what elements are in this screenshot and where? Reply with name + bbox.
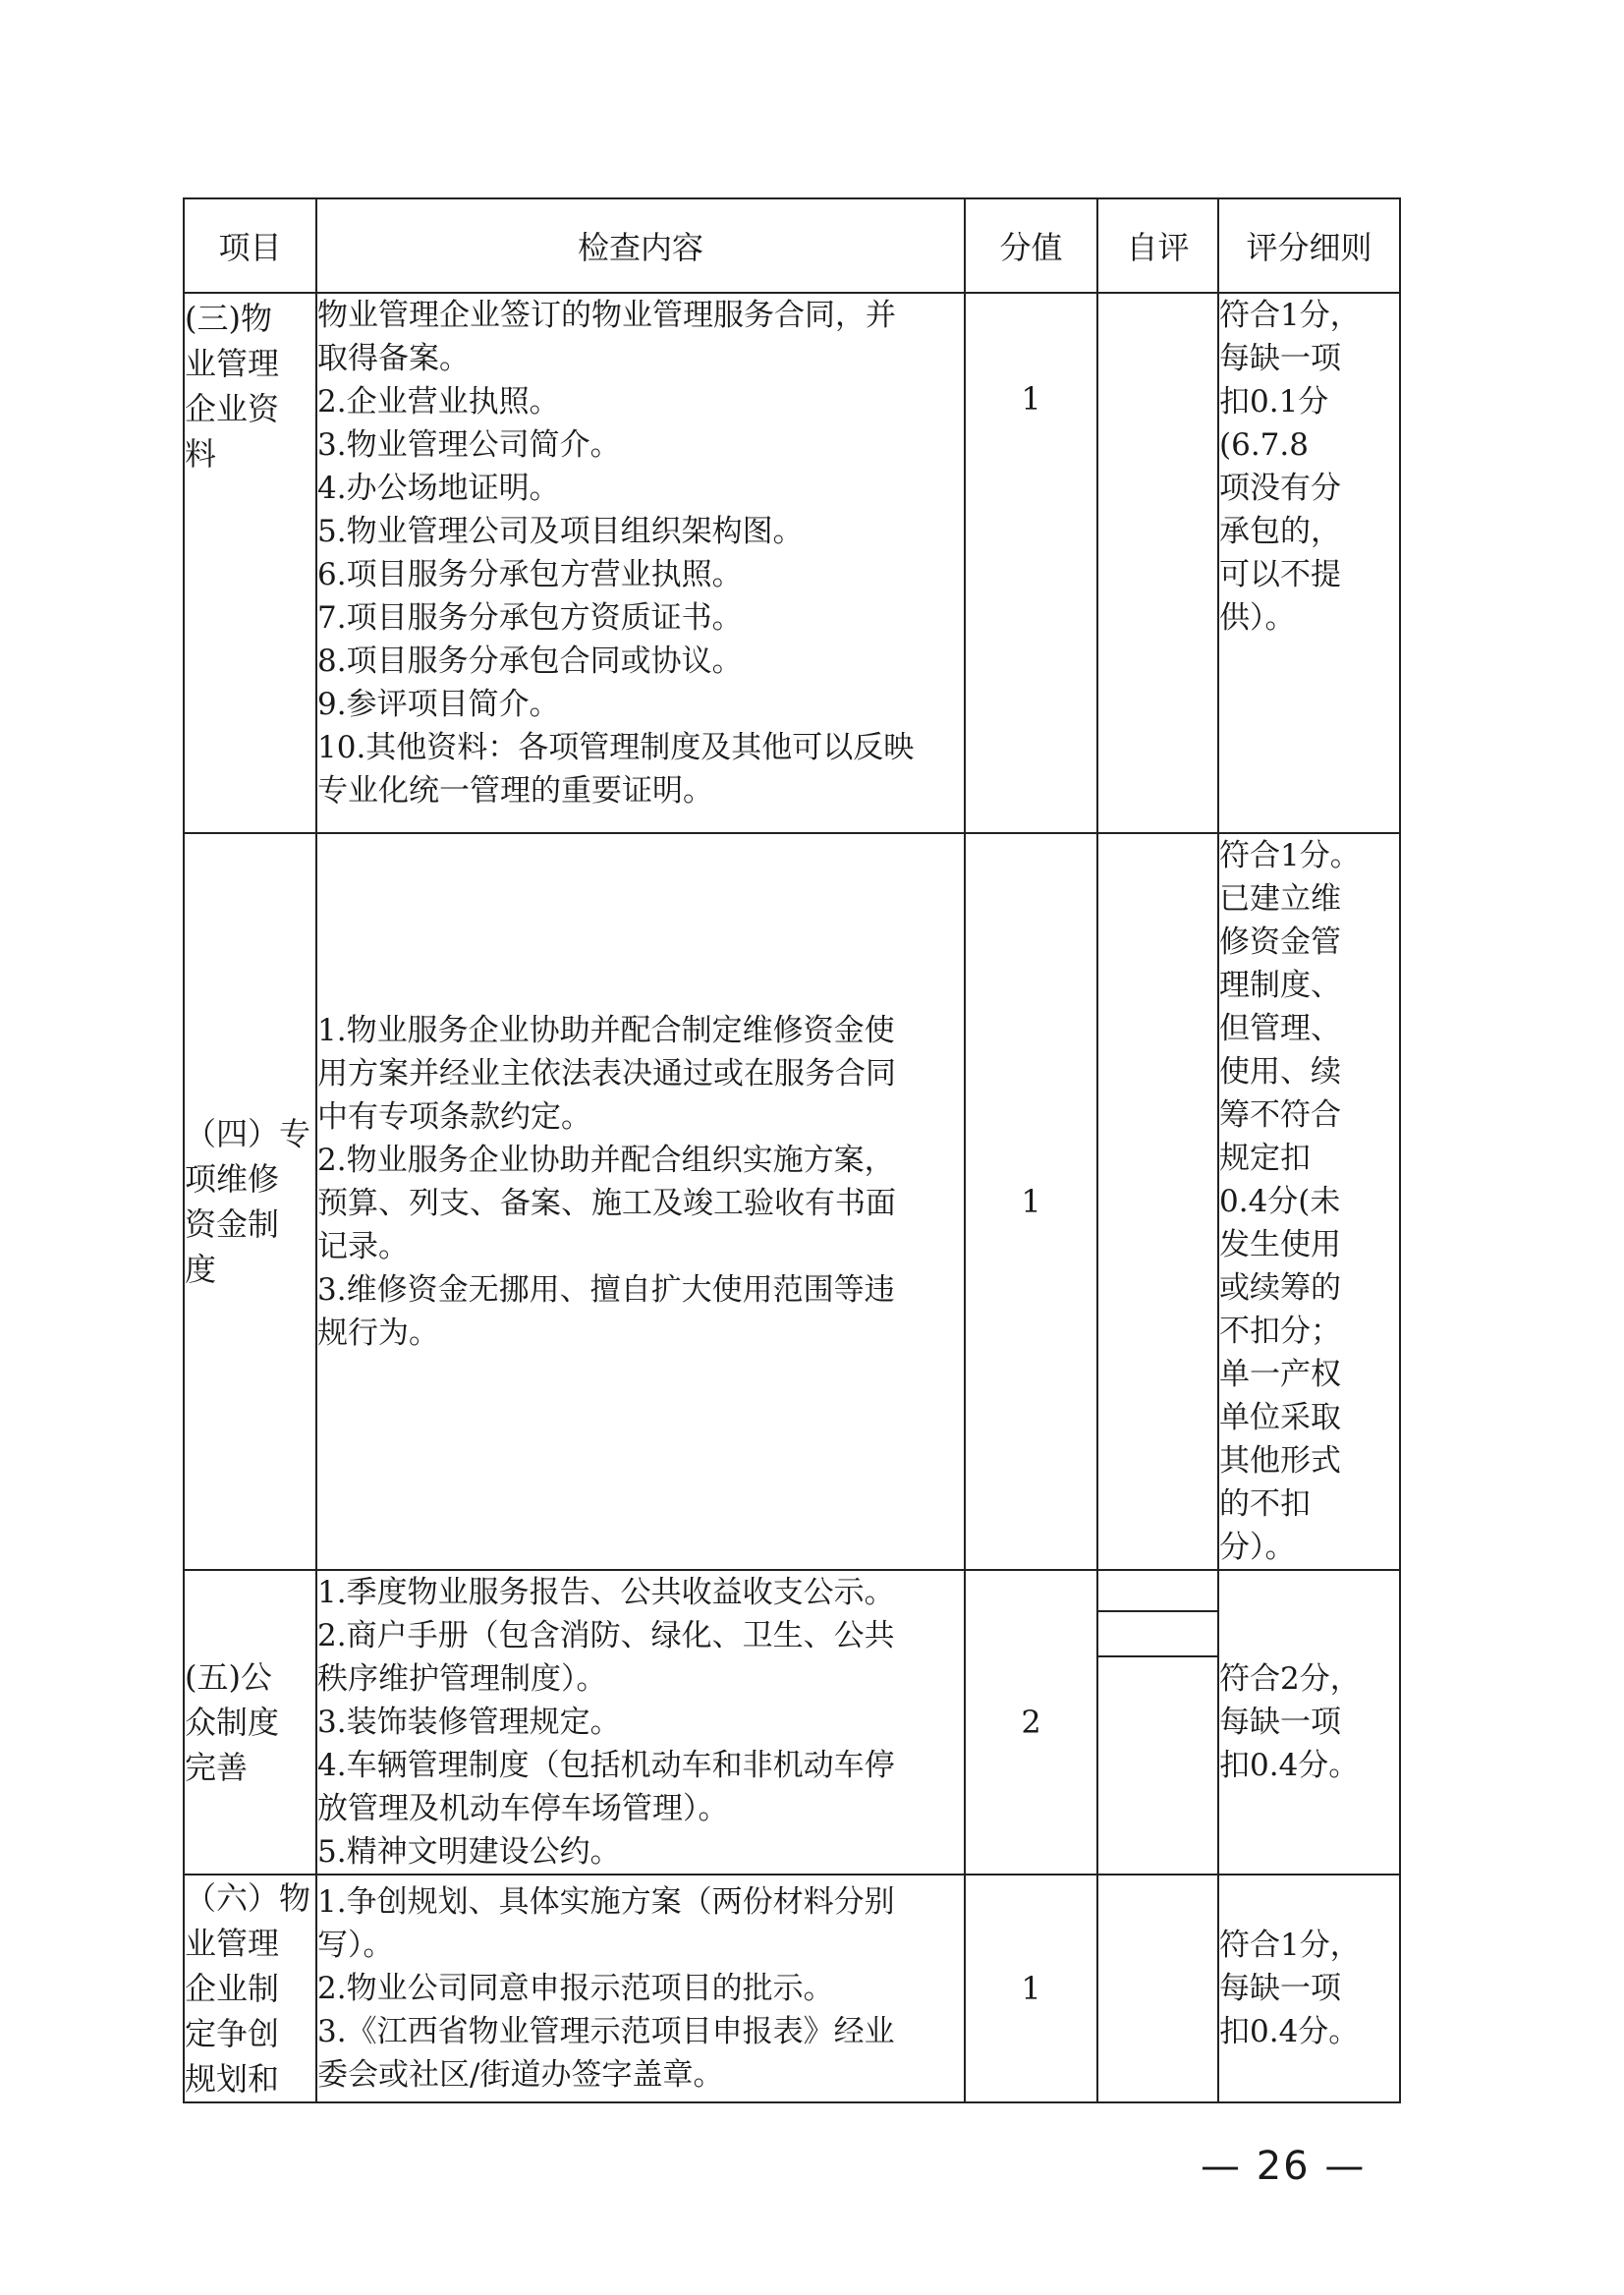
item-line: 资金制	[185, 1205, 280, 1243]
content-line: 委会或社区/街道办签字盖章。	[317, 2057, 724, 2093]
rule-line: 承包的，	[1219, 514, 1341, 549]
inspection-table	[183, 197, 1401, 2103]
item-line: (三)物	[185, 300, 272, 337]
row-rule	[1218, 1570, 1400, 1875]
rule-line: 理制度、	[1219, 968, 1341, 1003]
content-line: 中有专项条款约定。	[317, 1099, 591, 1135]
item-line: 企业制	[185, 1970, 280, 2007]
rule-line: 扣0.4分。	[1219, 2014, 1360, 2049]
score-value: 2	[1021, 1704, 1041, 1741]
row-self-eval	[1097, 293, 1218, 833]
content-line: 记录。	[317, 1229, 409, 1264]
content-line: 3.物业管理公司简介。	[317, 427, 621, 463]
content-line: 4.车辆管理制度（包括机动车和非机动车停	[317, 1748, 895, 1783]
content-line: 2.物业公司同意申报示范项目的批示。	[317, 1971, 834, 2006]
item-line: 众制度	[185, 1704, 280, 1741]
rule-line: 每缺一项	[1219, 341, 1341, 376]
content-line: 5.精神文明建设公约。	[317, 1834, 621, 1870]
rule-line: 扣0.4分。	[1219, 1748, 1360, 1783]
content-line: 秩序维护管理制度）。	[317, 1661, 607, 1697]
rule-line: (6.7.8	[1219, 427, 1309, 463]
table-row	[184, 293, 1400, 833]
item-line: 度	[185, 1251, 217, 1288]
header-rule: 评分细则	[1218, 198, 1400, 293]
row-rule	[1218, 1875, 1400, 2102]
row-rule	[1218, 833, 1400, 1570]
rule-line: 发生使用	[1219, 1227, 1341, 1262]
item-line: 企业资	[185, 390, 280, 427]
item-line: 项维修	[185, 1160, 280, 1198]
content-line: 2.物业服务企业协助并配合组织实施方案，	[317, 1143, 895, 1178]
content-line: 4.办公场地证明。	[317, 471, 560, 506]
item-line: 定争创	[185, 2015, 280, 2052]
header-row	[184, 198, 1400, 293]
content-line: 7.项目服务分承包方资质证书。	[317, 600, 743, 636]
self-eval-divider	[1098, 1610, 1217, 1612]
content-line: 规行为。	[317, 1315, 439, 1351]
content-line: 放管理及机动车停车场管理）。	[317, 1791, 729, 1826]
rule-line: 使用、续	[1219, 1054, 1341, 1090]
header-score: 分值	[965, 198, 1097, 293]
row-self-eval	[1097, 833, 1218, 1570]
content-line: 6.项目服务分承包方营业执照。	[317, 557, 743, 592]
header-self: 自评	[1097, 198, 1218, 293]
row-item	[184, 293, 316, 833]
row-score	[965, 293, 1097, 833]
content-line: 1.争创规划、具体实施方案（两份材料分别	[317, 1884, 895, 1920]
rule-line: 分）。	[1219, 1530, 1296, 1565]
rule-line: 扣0.1分	[1219, 384, 1329, 420]
item-line: （四）专	[185, 1115, 311, 1152]
content-line: 用方案并经业主依法表决通过或在服务合同	[317, 1056, 896, 1092]
rule-line: 符合1分，	[1219, 298, 1361, 333]
score-value: 1	[1021, 1970, 1041, 2007]
rule-line: 每缺一项	[1219, 1705, 1341, 1740]
content-line: 3.维修资金无挪用、擅自扩大使用范围等违	[317, 1272, 895, 1308]
table-row	[184, 1570, 1400, 1875]
row-self-eval	[1097, 1875, 1218, 2102]
rule-line: 不扣分；	[1219, 1314, 1341, 1349]
item-line: 规划和	[185, 2060, 280, 2098]
content-line: 专业化统一管理的重要证明。	[317, 773, 713, 809]
row-content	[316, 1875, 965, 2102]
rule-line: 已建立维	[1219, 881, 1341, 917]
content-line: 物业管理企业签订的物业管理服务合同，并	[317, 298, 896, 333]
item-line: 业管理	[185, 1925, 280, 1962]
header-item: 项目	[184, 198, 316, 293]
content-line: 2.企业营业执照。	[317, 384, 560, 420]
content-line: 3.装饰装修管理规定。	[317, 1705, 621, 1740]
table-row	[184, 833, 1400, 1570]
rule-line: 每缺一项	[1219, 1971, 1341, 2006]
rule-line: 但管理、	[1219, 1011, 1341, 1046]
self-eval-divider	[1098, 1655, 1217, 1657]
rule-line: 供）。	[1219, 600, 1296, 636]
rule-line: 符合2分，	[1219, 1661, 1361, 1697]
content-line: 3.《江西省物业管理示范项目申报表》经业	[317, 2014, 895, 2049]
content-line: 取得备案。	[317, 341, 470, 376]
content-line: 写）。	[317, 1928, 394, 1963]
row-content	[316, 833, 965, 1570]
row-item	[184, 833, 316, 1570]
row-score	[965, 1875, 1097, 2102]
content-line: 预算、列支、备案、施工及竣工验收有书面	[317, 1186, 896, 1221]
score-value: 1	[1021, 1183, 1041, 1220]
rule-line: 其他形式	[1219, 1443, 1341, 1479]
rule-line: 可以不提	[1219, 557, 1341, 592]
item-line: 料	[185, 435, 217, 473]
row-self-eval	[1097, 1570, 1218, 1875]
item-line: (五)公	[185, 1658, 272, 1696]
content-line: 2.商户手册（包含消防、绿化、卫生、公共	[317, 1618, 895, 1653]
header-content: 检查内容	[316, 198, 965, 293]
rule-line: 符合1分，	[1219, 1928, 1361, 1963]
score-value: 1	[1021, 380, 1041, 418]
rule-line: 符合1分。	[1219, 838, 1361, 873]
rule-line: 或续筹的	[1219, 1270, 1341, 1306]
row-rule	[1218, 293, 1400, 833]
content-line: 5.物业管理公司及项目组织架构图。	[317, 514, 804, 549]
content-line: 1.季度物业服务报告、公共收益收支公示。	[317, 1575, 895, 1610]
rule-line: 单位采取	[1219, 1400, 1341, 1435]
content-line: 9.参评项目简介。	[317, 687, 560, 722]
item-line: 完善	[185, 1749, 249, 1786]
row-content	[316, 293, 965, 833]
rule-line: 项没有分	[1219, 471, 1341, 506]
item-line: （六）物	[185, 1879, 311, 1917]
content-line: 1.物业服务企业协助并配合制定维修资金使	[317, 1013, 895, 1048]
row-content	[316, 1570, 965, 1875]
item-line: 业管理	[185, 345, 280, 382]
page-number: — 26 —	[1201, 2144, 1367, 2189]
rule-line: 规定扣	[1219, 1141, 1311, 1176]
content-line: 10.其他资料：各项管理制度及其他可以反映	[317, 730, 915, 765]
rule-line: 0.4分(未	[1219, 1184, 1341, 1219]
rule-line: 的不扣	[1219, 1486, 1311, 1522]
row-score	[965, 833, 1097, 1570]
rule-line: 筹不符合	[1219, 1097, 1341, 1133]
rule-line: 修资金管	[1219, 924, 1341, 960]
row-item	[184, 1570, 316, 1875]
row-score	[965, 1570, 1097, 1875]
table-row	[184, 1875, 1400, 2102]
content-line: 8.项目服务分承包合同或协议。	[317, 644, 743, 679]
row-item	[184, 1875, 316, 2102]
rule-line: 单一产权	[1219, 1357, 1341, 1392]
